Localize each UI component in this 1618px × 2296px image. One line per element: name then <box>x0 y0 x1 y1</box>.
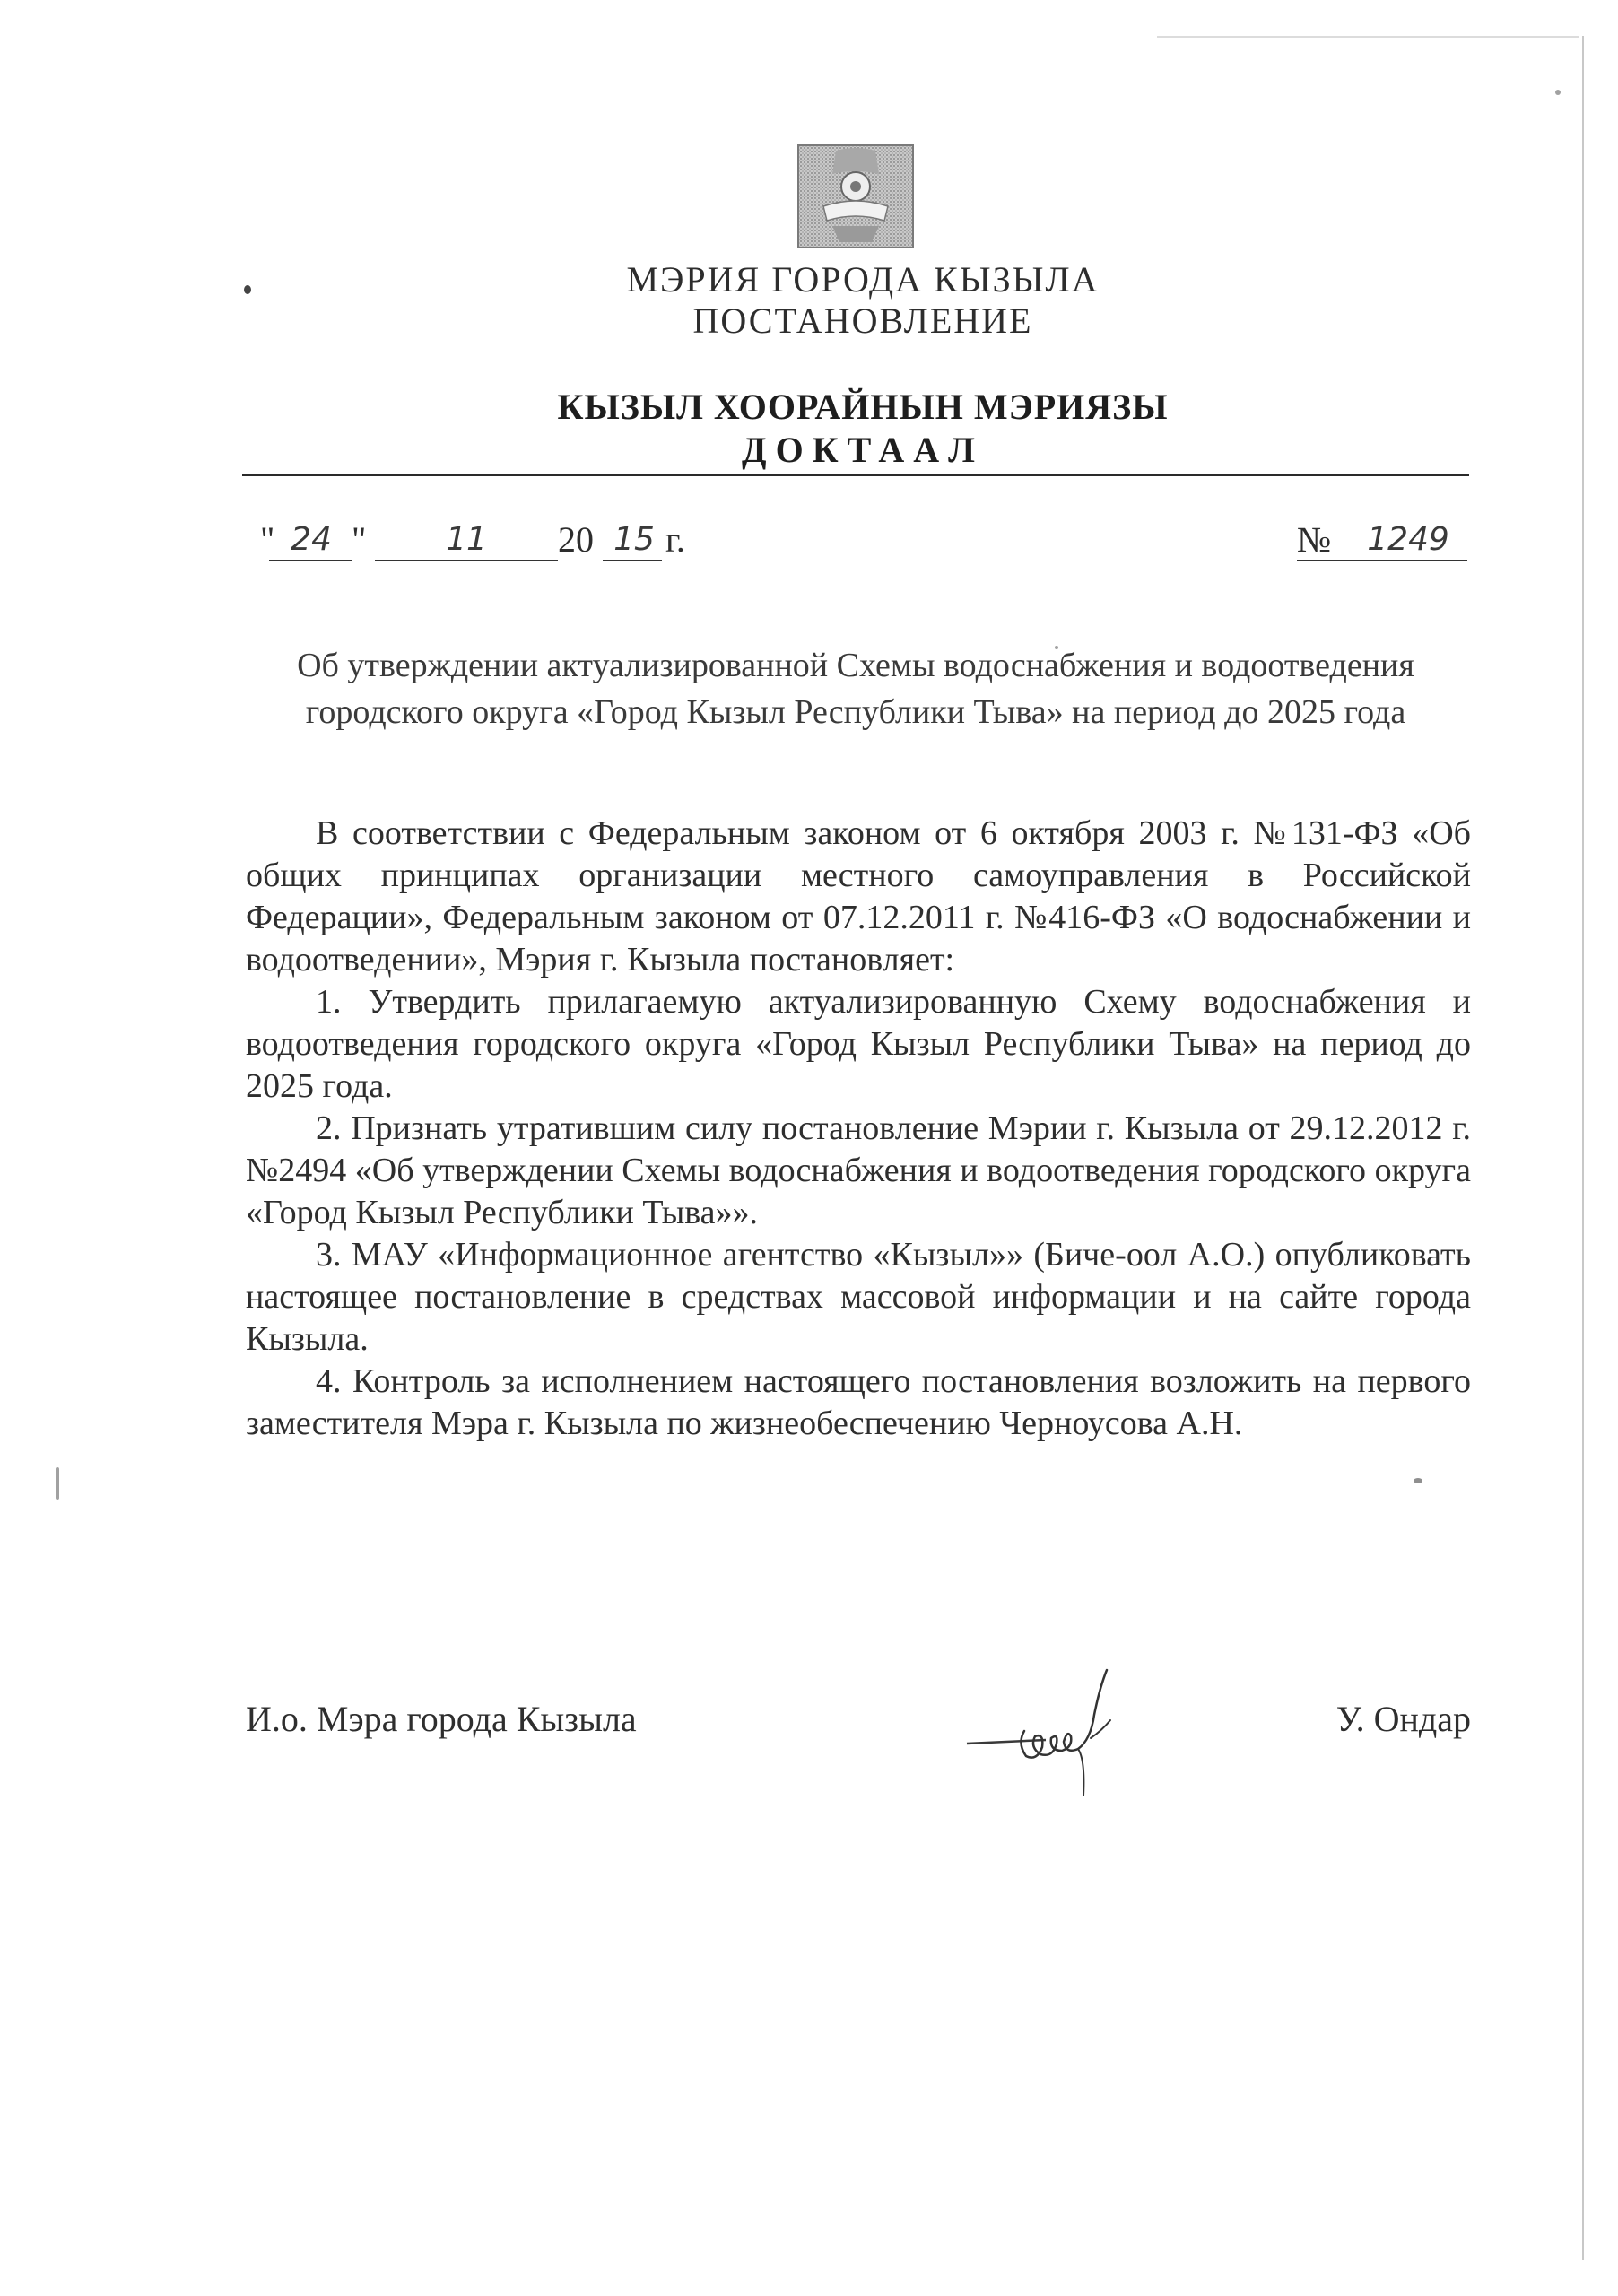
decree-heading-ru: ПОСТАНОВЛЕНИЕ <box>692 300 1033 341</box>
date-close-quote: " <box>352 519 367 560</box>
number-value: 1249 <box>1367 521 1449 558</box>
document-title <box>242 642 1469 735</box>
document-title-line: городского округа «Город Кызыл Республики Тыва» на период до 2025 года <box>305 693 1406 731</box>
signatory-name: У. Ондар <box>1335 1699 1471 1739</box>
scan-edge-line <box>1582 36 1584 2260</box>
header-rule <box>242 474 1469 476</box>
decree-item-4: 4. Контроль за исполнением настоящего постановления возложить на первого заместителя Мэра г. Кызыла по жизнеобеспечению Черноусова А.Н. <box>246 1362 1471 1442</box>
number-underline <box>1297 560 1467 561</box>
preamble-paragraph: В соответствии с Федеральным законом от 6 октября 2003 г. №131-ФЗ «Об общих принципах организации местного самоуправления в Российской Федерации», Федеральным законом от 07.12.2011 г. №416-ФЗ «О водоснабжении и водоотведении», Мэрия г. Кызыла постановляет: <box>246 814 1471 978</box>
scan-speck <box>1414 1478 1422 1483</box>
document-title-line: Об утверждении актуализированной Схемы водоснабжения и водоотведения <box>297 647 1414 684</box>
mayoralty-title-tv: КЫЗЫЛ ХООРАЙНЫН МЭРИЯЗЫ <box>557 387 1169 427</box>
coat-of-arms-icon <box>796 144 915 249</box>
date-year-suffix: 15 <box>613 521 655 558</box>
date-year-prefix: 20 <box>558 519 594 560</box>
decree-item-1: 1. Утвердить прилагаемую актуализированную Схему водоснабжения и водоотведения городского округа «Город Кызыл Республики Тыва» на период до 2025 года. <box>246 983 1471 1105</box>
decree-heading-tv: ДОКТААЛ <box>742 430 984 470</box>
scan-speck <box>1555 90 1561 95</box>
decree-item-2: 2. Признать утратившим силу постановление Мэрии г. Кызыла от 29.12.2012 г. №2494 «Об утверждении Схемы водоснабжения и водоотведения городского округа «Город Кызыл Республики Тыва»». <box>246 1109 1471 1231</box>
mayoralty-title-ru: МЭРИЯ ГОРОДА КЫЗЫЛА <box>626 259 1100 300</box>
date-year-mark: г. <box>665 519 685 560</box>
decree-item-3: 3. МАУ «Информационное агентство «Кызыл»» (Биче-оол А.О.) опубликовать настоящее постановление в средствах массовой информации и на сайте города Кызыла. <box>246 1236 1471 1358</box>
date-month: 11 <box>446 521 487 558</box>
date-open-quote: " <box>260 519 275 560</box>
scan-speck <box>56 1467 59 1500</box>
signatory-role: И.о. Мэра города Кызыла <box>246 1699 637 1739</box>
handwritten-signature <box>960 1661 1139 1813</box>
date-day: 24 <box>291 521 332 558</box>
date-day-underline <box>269 560 352 561</box>
document-body <box>246 813 1471 1445</box>
date-year-underline <box>603 560 662 561</box>
date-month-underline <box>375 560 558 561</box>
number-label: № <box>1297 519 1332 560</box>
scan-edge-line <box>1157 36 1579 38</box>
